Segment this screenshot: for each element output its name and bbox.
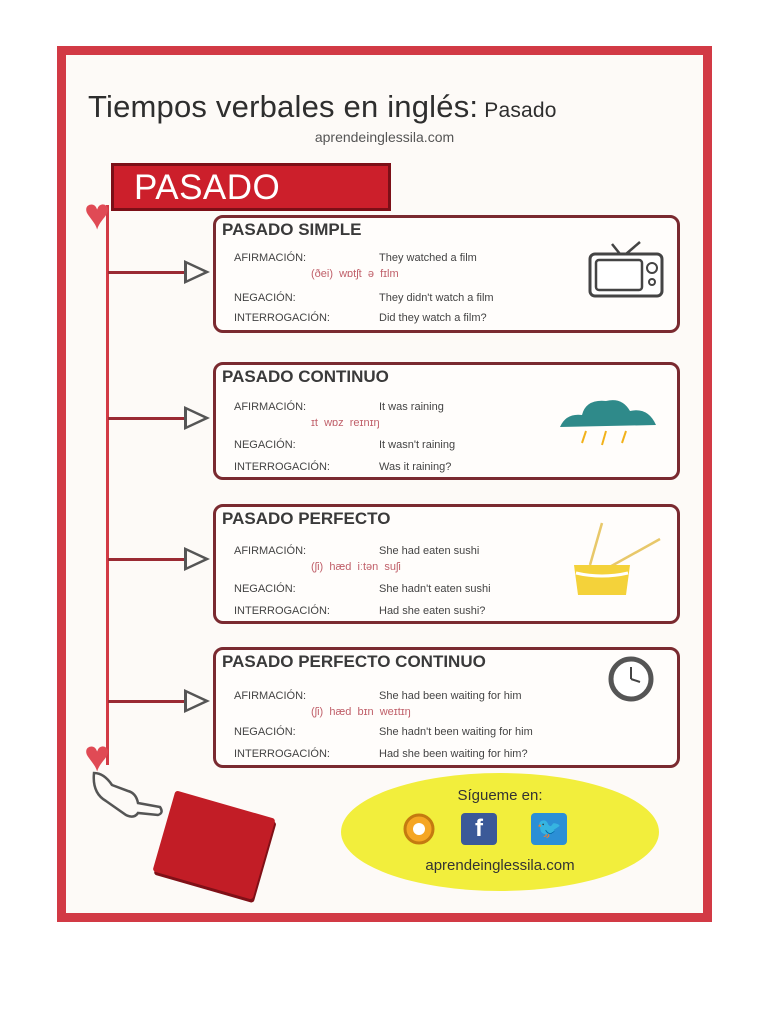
poster-inner xyxy=(66,55,703,913)
row-value: She had eaten sushi xyxy=(379,545,480,557)
timeline-line xyxy=(106,205,109,765)
arrow-icon-1 xyxy=(184,260,210,284)
row-label: AFIRMACIÓN: xyxy=(234,545,307,557)
book-icon xyxy=(152,790,275,899)
row-label: AFIRMACIÓN: xyxy=(234,690,307,702)
heart-icon-top: ♥ xyxy=(84,190,111,239)
branch-line-1 xyxy=(108,271,186,274)
row-label: NEGACIÓN: xyxy=(234,583,296,595)
rain-cloud-icon xyxy=(556,393,660,449)
row-value: They watched a film xyxy=(379,252,477,264)
clock-icon xyxy=(606,654,656,704)
sushi-bowl-icon xyxy=(566,519,666,603)
card-pasado-simple xyxy=(213,215,680,333)
card-pasado-perfecto xyxy=(213,504,680,624)
card-title: PASADO SIMPLE xyxy=(222,220,362,239)
card-pasado-perfecto-continuo xyxy=(213,647,680,768)
row-value: Was it raining? xyxy=(379,461,452,473)
row-label: INTERROGACIÓN: xyxy=(234,461,330,473)
row-label: NEGACIÓN: xyxy=(234,726,296,738)
heart-icon-bottom: ♥ xyxy=(84,732,111,781)
title-sub: Pasado xyxy=(484,99,557,122)
row-value: She had been waiting for him xyxy=(379,690,522,702)
row-value: She hadn't eaten sushi xyxy=(379,583,491,595)
branch-line-4 xyxy=(108,700,186,703)
follow-panel xyxy=(341,773,659,891)
site-url-top: aprendeinglessila.com xyxy=(314,129,455,145)
row-label: INTERROGACIÓN: xyxy=(234,312,330,324)
poster-frame xyxy=(57,46,712,922)
site-logo-icon[interactable] xyxy=(401,811,437,847)
pointing-hand-icon xyxy=(88,763,168,823)
row-value: It was raining xyxy=(379,401,444,413)
row-label: NEGACIÓN: xyxy=(234,439,296,451)
arrow-icon-3 xyxy=(184,547,210,571)
follow-title: Sígueme en: xyxy=(457,787,543,804)
card-title: PASADO PERFECTO xyxy=(222,509,391,528)
row-label: NEGACIÓN: xyxy=(234,292,296,304)
phonetic-gloss: (ðei) wɒtʃt ə fɪlm xyxy=(311,268,399,280)
row-value: Did they watch a film? xyxy=(379,312,487,324)
arrow-icon-4 xyxy=(184,689,210,713)
card-pasado-continuo xyxy=(213,362,680,480)
phonetic-gloss: ɪt wɒz reɪnɪŋ xyxy=(311,417,380,429)
row-value: Had she eaten sushi? xyxy=(379,605,486,617)
arrow-icon-2 xyxy=(184,406,210,430)
row-value: Had she been waiting for him? xyxy=(379,748,528,760)
card-title: PASADO PERFECTO CONTINUO xyxy=(222,652,486,671)
row-label: AFIRMACIÓN: xyxy=(234,401,307,413)
row-value: She hadn't been waiting for him xyxy=(379,726,533,738)
phonetic-gloss: (ʃi) hæd bɪn weɪtɪŋ xyxy=(311,706,411,718)
phonetic-gloss: (ʃi) hæd iːtən suʃi xyxy=(311,561,401,573)
row-label: INTERROGACIÓN: xyxy=(234,605,330,617)
row-value: They didn't watch a film xyxy=(379,292,494,304)
branch-line-2 xyxy=(108,417,186,420)
title-main: Tiempos verbales en inglés: xyxy=(88,89,479,124)
row-label: INTERROGACIÓN: xyxy=(234,748,330,760)
follow-site-url[interactable]: aprendeinglessila.com xyxy=(425,857,575,874)
branch-line-3 xyxy=(108,558,186,561)
tv-icon xyxy=(586,240,666,302)
twitter-icon[interactable]: 🐦 xyxy=(531,813,567,845)
facebook-icon[interactable]: f xyxy=(461,813,497,845)
pasado-banner: PASADO xyxy=(111,163,391,211)
card-title: PASADO CONTINUO xyxy=(222,367,389,386)
row-label: AFIRMACIÓN: xyxy=(234,252,307,264)
row-value: It wasn't raining xyxy=(379,439,456,451)
page-title xyxy=(88,89,557,125)
